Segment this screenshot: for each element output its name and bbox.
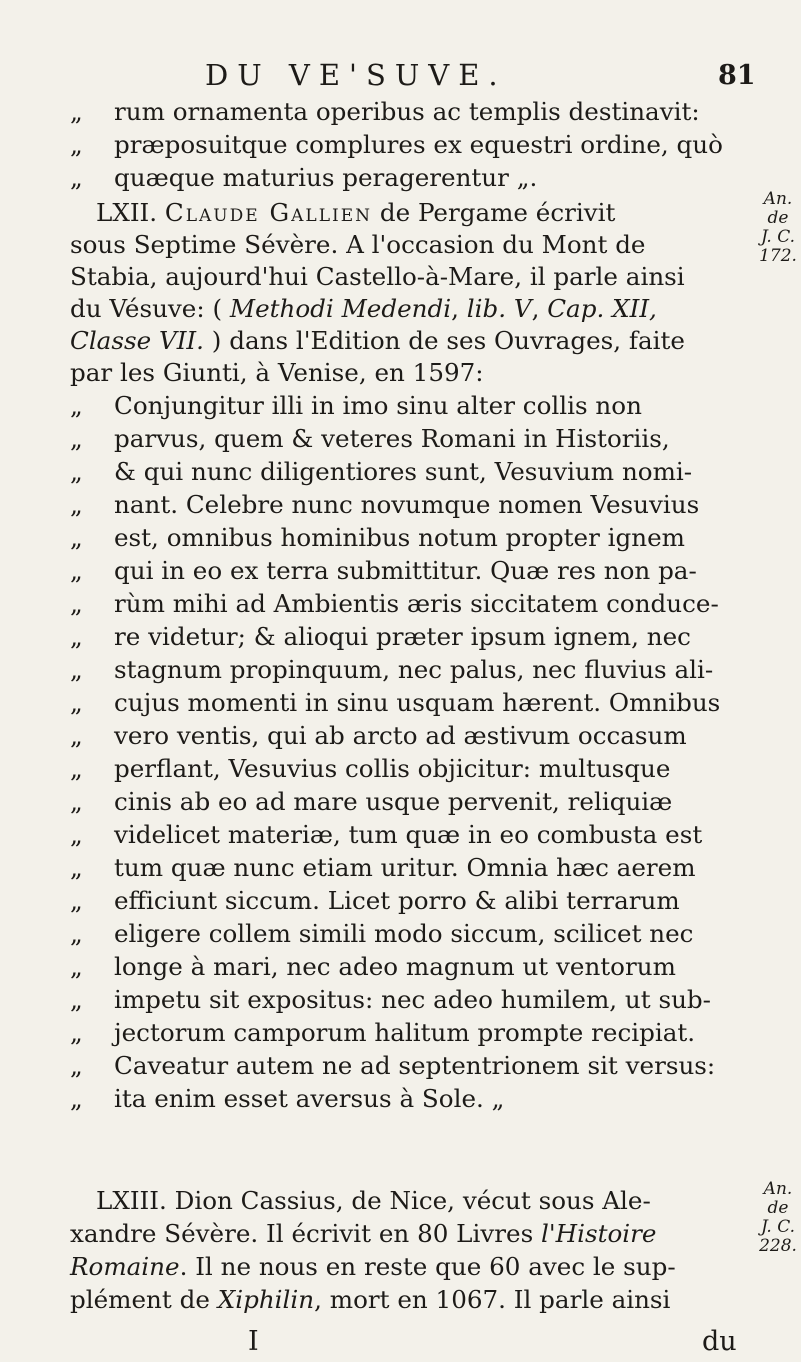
text-line: „ vero ventis, qui ab arcto ad æstivum occasum	[70, 721, 687, 750]
text-line: „ impetu sit expositus: nec adeo humilem, ut sub-	[70, 985, 711, 1014]
text-line	[70, 1150, 114, 1180]
text-line: „ longe à mari, nec adeo magnum ut ventorum	[70, 952, 676, 981]
text-line: du Vésuve: ( Methodi Medendi, lib. V, Cap. XII,	[70, 294, 657, 323]
text-line: „ quæque maturius peragerentur „.	[70, 163, 538, 192]
text-line	[70, 1117, 114, 1147]
text-line: par les Giunti, à Venise, en 1597:	[70, 358, 484, 387]
text-line: „ eligere collem simili modo siccum, scilicet nec	[70, 919, 694, 948]
text-line: sous Septime Sévère. A l'occasion du Mont de	[70, 230, 646, 259]
text-line: „ & qui nunc diligentiores sunt, Vesuvium nomi-	[70, 457, 693, 486]
text-line: „ præposuitque complures ex equestri ordine, quò	[70, 130, 723, 159]
text-line: „ videlicet materiæ, tum quæ in eo combusta est	[70, 820, 703, 849]
catchword: du	[702, 1326, 737, 1357]
text-line: LXII. Claude Gallien de Pergame écrivit	[96, 198, 616, 227]
text-line: „ perflant, Vesuvius collis objicitur: multusque	[70, 754, 671, 783]
text-line: „ jectorum camporum halitum prompte recipiat.	[70, 1018, 696, 1047]
text-line: „ Conjungitur illi in imo sinu alter collis non	[70, 391, 642, 420]
page-number: 81	[718, 60, 756, 91]
marginal-note: An. de J. C. 228.	[759, 1179, 797, 1256]
signature-mark: I	[248, 1326, 259, 1357]
text-line: „ re videtur; & alioqui præter ipsum ignem, nec	[70, 622, 691, 651]
running-head: DU VE'SUVE.	[205, 58, 507, 92]
text-line: „ efficiunt siccum. Licet porro & alibi terrarum	[70, 886, 680, 915]
text-line: „ rùm mihi ad Ambientis æris siccitatem conduce-	[70, 589, 719, 618]
text-line: „ rum ornamenta operibus ac templis destinavit:	[70, 97, 700, 126]
text-line: xandre Sévère. Il écrivit en 80 Livres l'Histoire	[70, 1219, 657, 1248]
text-line: Romaine. Il ne nous en reste que 60 avec le sup-	[70, 1252, 676, 1281]
text-line: „ parvus, quem & veteres Romani in Historiis,	[70, 424, 670, 453]
text-line: „ nant. Celebre nunc novumque nomen Vesuvius	[70, 490, 700, 519]
text-line: „ ita enim esset aversus à Sole. „	[70, 1084, 505, 1113]
text-line: „ cujus momenti in sinu usquam hærent. Omnibus	[70, 688, 721, 717]
text-line: „ cinis ab eo ad mare usque pervenit, reliquiæ	[70, 787, 673, 816]
text-line: „ Caveatur autem ne ad septentrionem sit versus:	[70, 1051, 716, 1080]
marginal-note: An. de J. C. 172.	[759, 189, 797, 266]
text-line: „ tum quæ nunc etiam uritur. Omnia hæc aerem	[70, 853, 696, 882]
text-line: „ qui in eo ex terra submittitur. Quæ res non pa-	[70, 556, 697, 585]
text-line: „ est, omnibus hominibus notum propter ignem	[70, 523, 686, 552]
text-line: „ stagnum propinquum, nec palus, nec fluvius ali-	[70, 655, 714, 684]
text-line: plément de Xiphilin, mort en 1067. Il parle ainsi	[70, 1285, 671, 1314]
text-line: LXIII. Dion Cassius, de Nice, vécut sous Ale-	[96, 1186, 651, 1215]
text-line: Classe VII. ) dans l'Edition de ses Ouvrages, faite	[70, 326, 685, 355]
text-line: Stabia, aujourd'hui Castello-à-Mare, il parle ainsi	[70, 262, 685, 291]
